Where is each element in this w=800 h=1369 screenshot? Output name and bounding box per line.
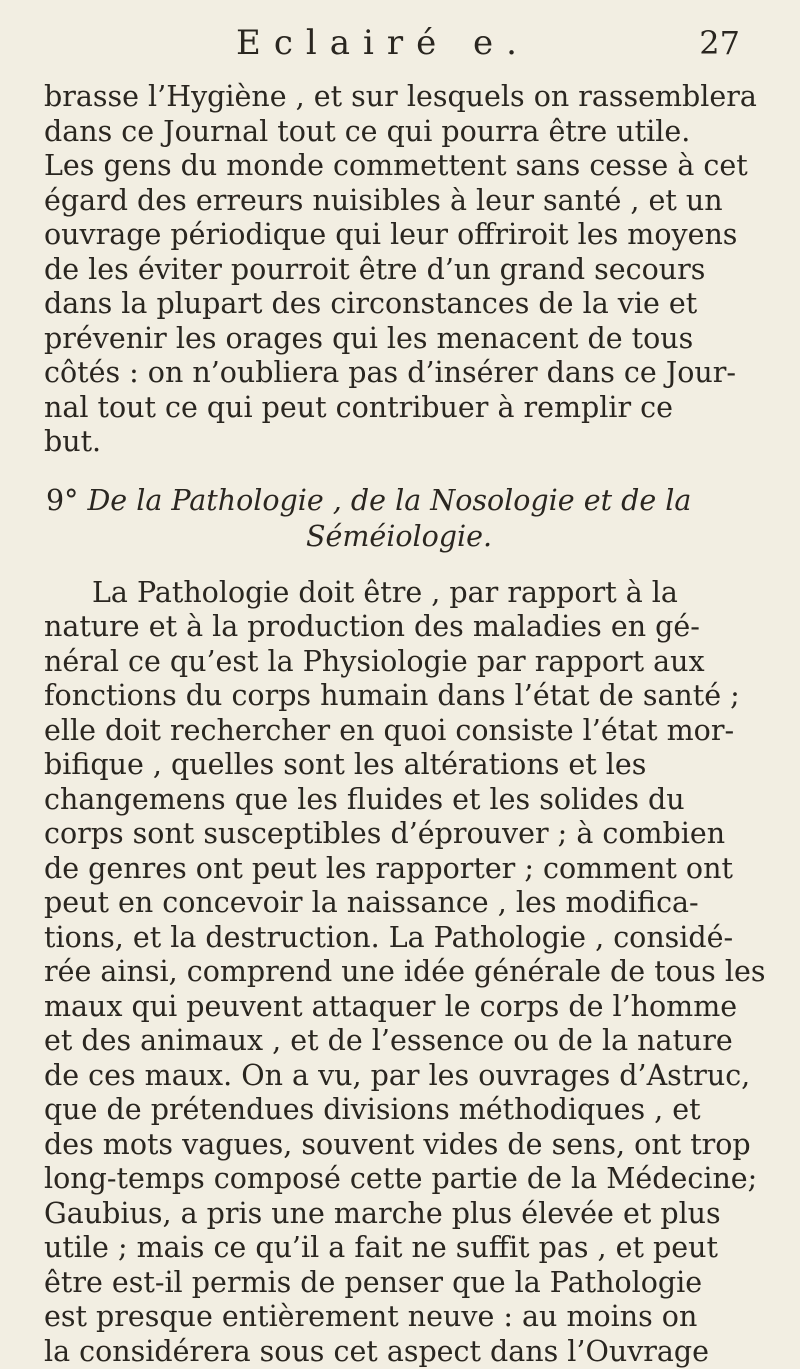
text-line: bifique , quelles sont les altérations et les — [44, 748, 774, 783]
text-line: nal tout ce qui peut contribuer à remplir ce — [44, 391, 774, 426]
text-line: de genres ont peut les rapporter ; comment ont — [44, 852, 774, 887]
text-line: dans la plupart des circonstances de la vie et — [44, 287, 774, 322]
text-line: changemens que les fluides et les solides du — [44, 783, 774, 818]
text-line: être est-il permis de penser que la Pathologie — [44, 1266, 774, 1301]
text-line: que de prétendues divisions méthodiques , et — [44, 1093, 774, 1128]
paragraph-hygiene — [44, 80, 774, 460]
text-line: de les éviter pourroit être d’un grand secours — [44, 253, 774, 288]
text-line: fonctions du corps humain dans l’état de santé ; — [44, 679, 774, 714]
running-head: Eclairé e. — [236, 20, 530, 66]
text-line: corps sont susceptibles d’éprouver ; à combien — [44, 817, 774, 852]
text-line: des mots vagues, souvent vides de sens, ont trop — [44, 1128, 774, 1163]
text-line: égard des erreurs nuisibles à leur santé , et un — [44, 184, 774, 219]
text-line: rée ainsi, comprend une idée générale de tous les — [44, 955, 774, 990]
text-line: dans ce Journal tout ce qui pourra être utile. — [44, 115, 774, 150]
text-line: La Pathologie doit être , par rapport à la — [44, 576, 774, 611]
section-title-line-2: Séméiologie. — [44, 519, 774, 555]
section-title-line-1: De la Pathologie , de la Nosologie et de la — [87, 484, 691, 517]
text-line: elle doit rechercher en quoi consiste l’état mor- — [44, 714, 774, 749]
section-number: 9° — [46, 484, 78, 517]
text-line: la considérera sous cet aspect dans l’Ouvrage — [44, 1335, 774, 1369]
text-line: Gaubius, a pris une marche plus élevée et plus — [44, 1197, 774, 1232]
text-line: Les gens du monde commettent sans cesse à cet — [44, 149, 774, 184]
page-number: 27 — [699, 20, 740, 66]
paragraph-pathologie — [44, 576, 774, 1369]
text-line: est presque entièrement neuve : au moins on — [44, 1300, 774, 1335]
text-line: prévenir les orages qui les menacent de tous — [44, 322, 774, 357]
text-line: nature et à la production des maladies en gé- — [44, 610, 774, 645]
section-heading — [44, 483, 774, 555]
body-text — [44, 80, 774, 1369]
text-line: de ces maux. On a vu, par les ouvrages d’Astruc, — [44, 1059, 774, 1094]
text-line: long-temps composé cette partie de la Médecine; — [44, 1162, 774, 1197]
text-line: et des animaux , et de l’essence ou de la nature — [44, 1024, 774, 1059]
text-line: côtés : on n’oubliera pas d’insérer dans ce Jour- — [44, 356, 774, 391]
text-line: maux qui peuvent attaquer le corps de l’homme — [44, 990, 774, 1025]
text-line: brasse l’Hygiène , et sur lesquels on rassemblera — [44, 80, 774, 115]
text-line: tions, et la destruction. La Pathologie , considé- — [44, 921, 774, 956]
text-line: but. — [44, 425, 774, 460]
text-line: néral ce qu’est la Physiologie par rapport aux — [44, 645, 774, 680]
text-line: utile ; mais ce qu’il a fait ne suffit pas , et peut — [44, 1231, 774, 1266]
text-line: ouvrage périodique qui leur offriroit les moyens — [44, 218, 774, 253]
text-line: peut en concevoir la naissance , les modifica- — [44, 886, 774, 921]
